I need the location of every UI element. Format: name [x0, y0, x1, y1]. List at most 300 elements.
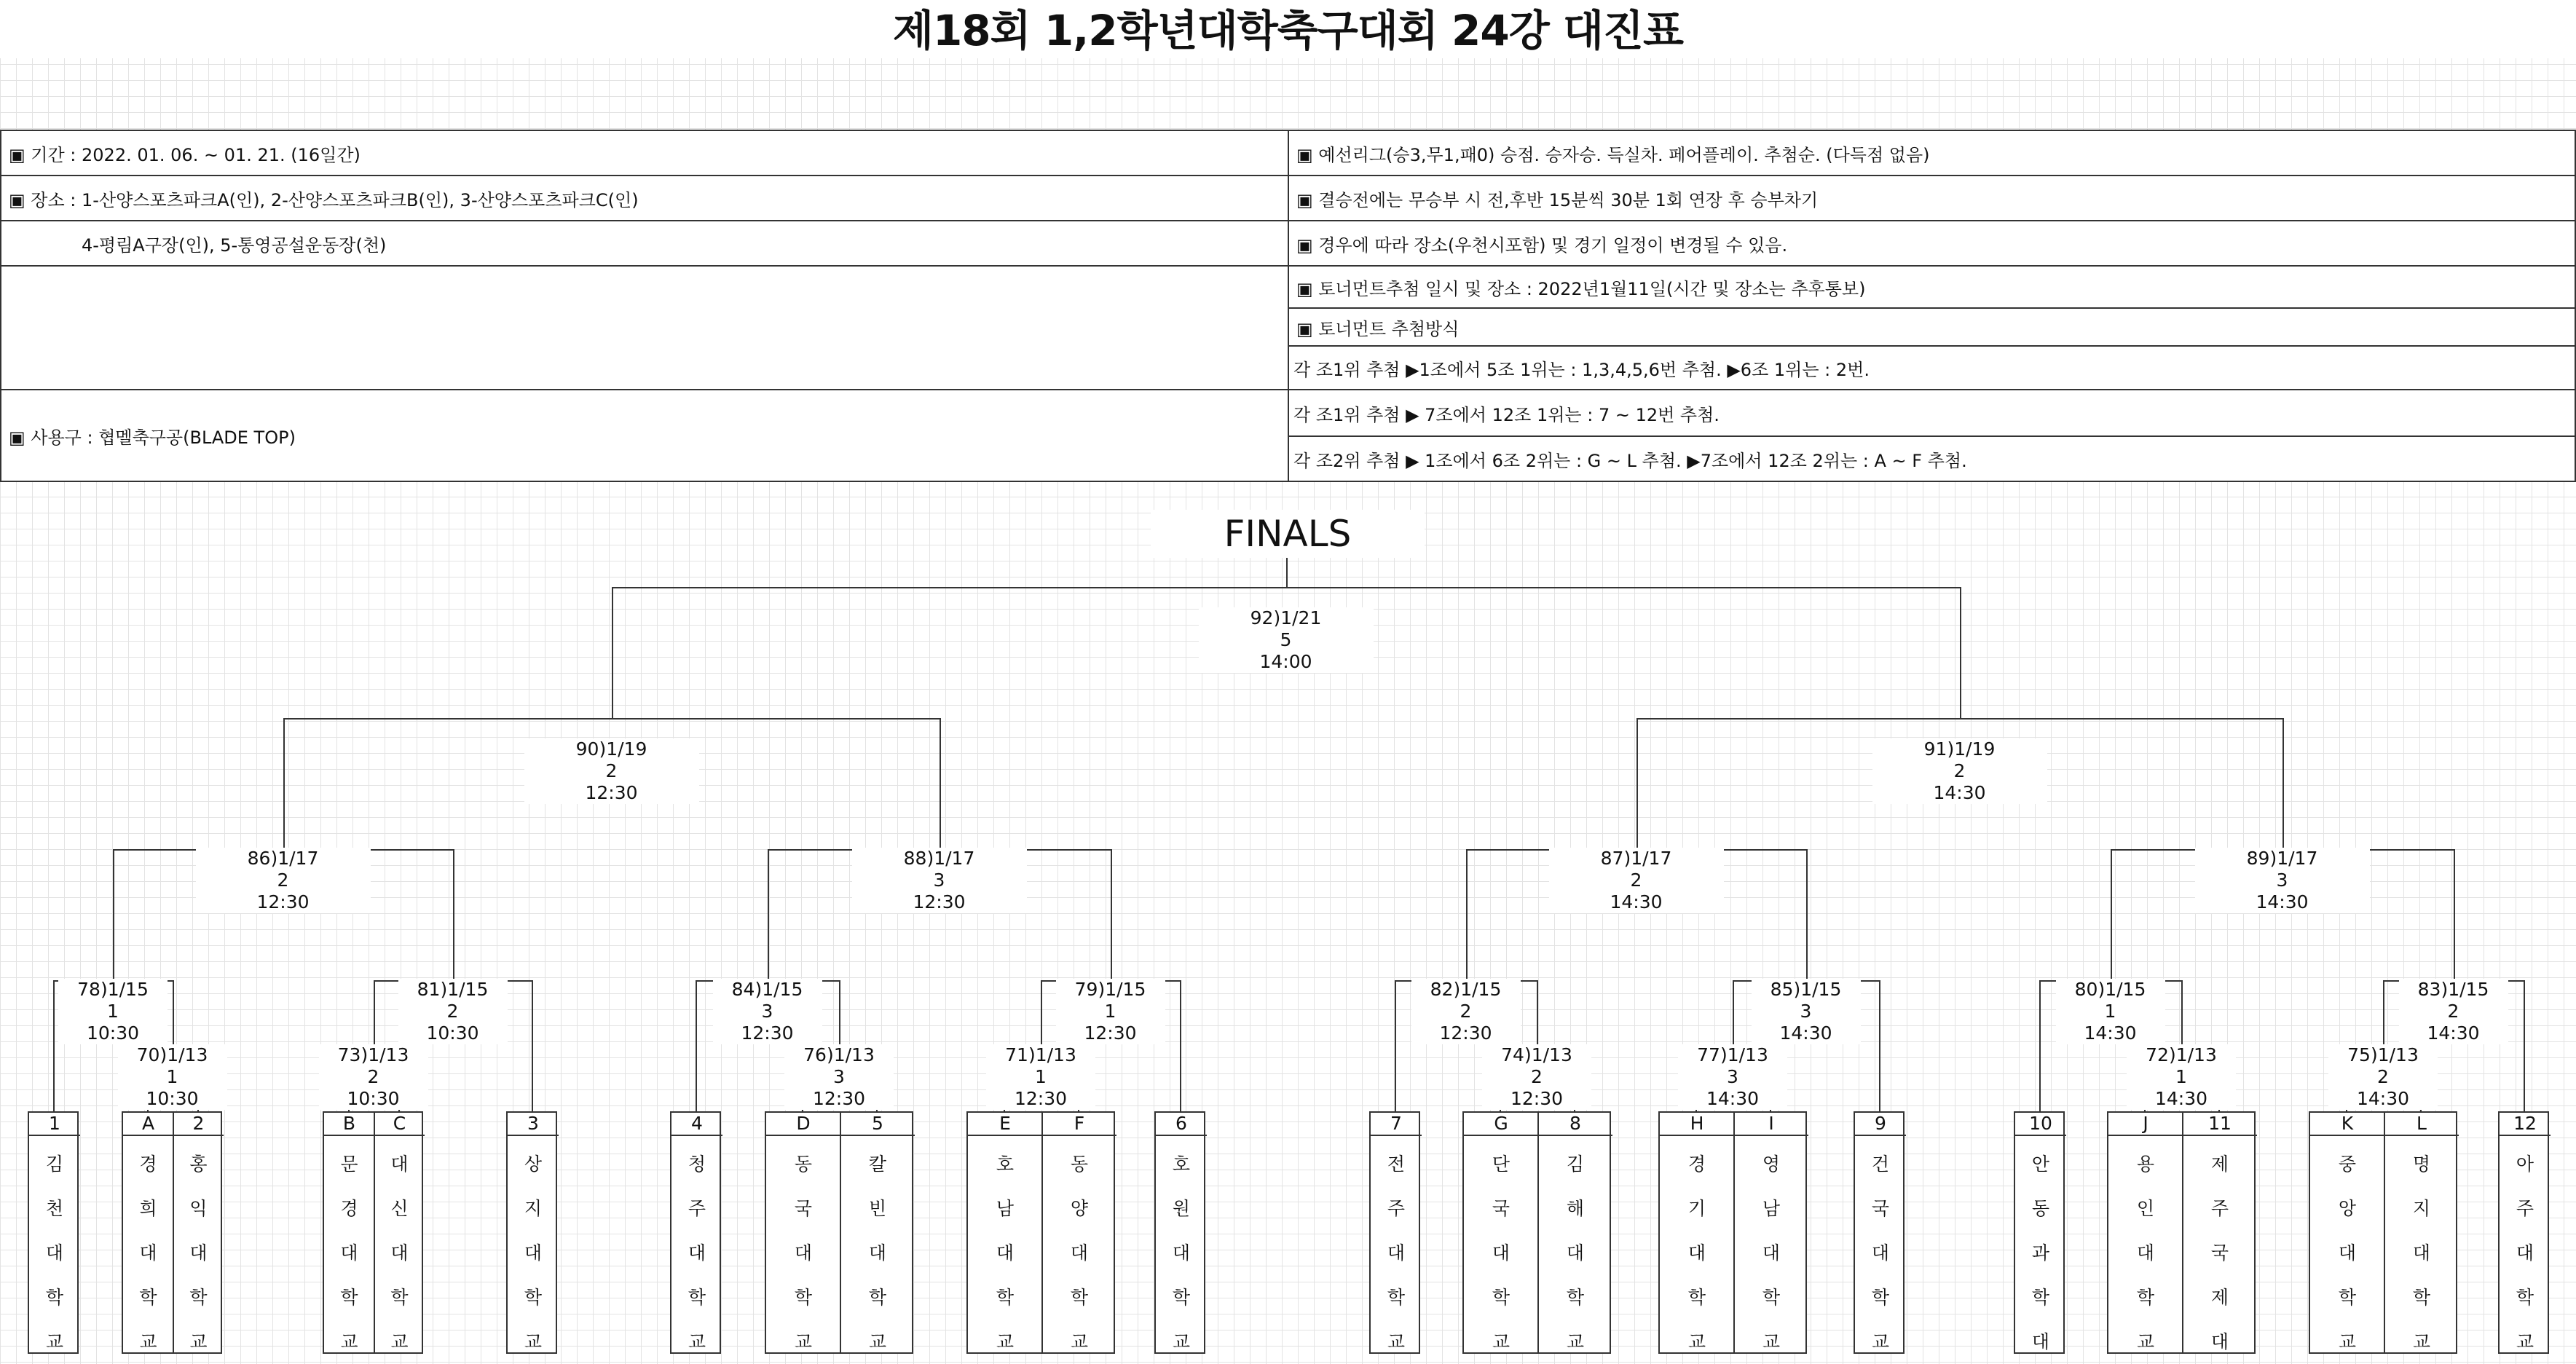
match-82 [1411, 979, 1521, 1044]
team-name-char: 주 [2210, 1198, 2229, 1219]
team-seed: 9 [1855, 1113, 1906, 1136]
match-time: 14:30 [1779, 1022, 1832, 1044]
match-time: 10:30 [86, 1022, 140, 1044]
match-venue: 1 [107, 1001, 119, 1022]
team-name-char: 남 [996, 1198, 1015, 1219]
team-name-char: 교 [1070, 1331, 1089, 1352]
bracket-line [2383, 980, 2384, 1046]
team-column [29, 1113, 80, 1364]
bracket-line [839, 980, 840, 1046]
team-name-char: 천 [45, 1198, 64, 1219]
match-72 [2127, 1044, 2236, 1110]
match-venue: 3 [833, 1066, 845, 1087]
match-venue: 2 [2377, 1066, 2389, 1087]
team-seed: E [968, 1113, 1042, 1136]
info-venue-line2: 4-평림A구장(인), 5-통영공설운동장(천) [0, 221, 1289, 267]
team-name [508, 1136, 559, 1364]
team-name-char: 대 [45, 1242, 64, 1264]
team-name-char: 주 [1387, 1198, 1406, 1219]
team-name-char: 대 [524, 1242, 543, 1264]
team-name-char: 학 [340, 1287, 358, 1308]
team-name-char: 과 [2031, 1242, 2050, 1264]
team-name-char: 대 [1687, 1242, 1706, 1264]
match-time: 14:30 [1610, 891, 1663, 912]
team-name-char: 대 [1387, 1242, 1406, 1264]
match-70 [118, 1044, 227, 1110]
team-name-char: 문 [340, 1154, 358, 1175]
team-name [1371, 1136, 1422, 1364]
team-name [1538, 1136, 1612, 1364]
team-name-char: 대 [1070, 1242, 1089, 1264]
team-box [765, 1111, 913, 1354]
team-name-char: 학 [1492, 1287, 1510, 1308]
match-time: 14:30 [1706, 1088, 1760, 1109]
team-column [1156, 1113, 1207, 1364]
match-time: 14:30 [2356, 1088, 2410, 1109]
team-name-char: 교 [996, 1331, 1015, 1352]
team-name-char: 교 [868, 1331, 887, 1352]
match-id: 78)1/15 [77, 979, 149, 1000]
team-name-char: 학 [996, 1287, 1015, 1308]
bracket-line [2039, 980, 2041, 1111]
match-venue: 2 [1630, 870, 1642, 891]
match-venue: 2 [277, 870, 289, 891]
team-box [28, 1111, 79, 1354]
team-name [1156, 1136, 1207, 1364]
team-seed: 10 [2015, 1113, 2066, 1136]
team-box [1854, 1111, 1905, 1354]
team-divider [2384, 1113, 2385, 1352]
team-name [968, 1136, 1042, 1364]
team-name-char: 지 [524, 1198, 543, 1219]
bracket-line [1733, 980, 1734, 1046]
team-name-char: 주 [688, 1198, 706, 1219]
team-column [2500, 1113, 2551, 1364]
team-column [374, 1113, 425, 1364]
team-name-char: 청 [688, 1154, 706, 1175]
team-name-char: 학 [45, 1287, 64, 1308]
match-88 [852, 848, 1027, 913]
team-name-char: 아 [2516, 1154, 2534, 1175]
bracket-line [374, 980, 375, 1046]
match-id: 76)1/13 [803, 1044, 875, 1065]
team-seed: 1 [29, 1113, 80, 1136]
team-seed: G [1464, 1113, 1538, 1136]
bracket-line [612, 587, 1961, 588]
bracket-line [1879, 980, 1880, 1111]
team-name-char: 교 [1687, 1331, 1706, 1352]
team-name-char: 대 [1172, 1242, 1191, 1264]
bracket-line [940, 718, 941, 849]
bracket-line [1636, 718, 2284, 720]
team-name-char: 중 [2338, 1154, 2357, 1175]
bracket-line [1180, 980, 1181, 1111]
team-name-char: 대 [1492, 1242, 1510, 1264]
team-seed: J [2108, 1113, 2183, 1136]
info-draw-rule-2: 각 조1위 추첨 ▶ 7조에서 12조 1위는 : 7 ~ 12번 추첨. [1288, 390, 2576, 437]
match-time: 14:00 [1259, 651, 1312, 672]
team-name [840, 1136, 915, 1364]
team-name-char: 학 [2412, 1287, 2431, 1308]
match-id: 80)1/15 [2074, 979, 2146, 1000]
match-id: 84)1/15 [731, 979, 803, 1000]
team-seed: 8 [1538, 1113, 1612, 1136]
bracket-line [2454, 849, 2455, 980]
team-name-char: 국 [794, 1198, 813, 1219]
team-name-char: 동 [1070, 1154, 1089, 1175]
bracket-line [1111, 849, 1112, 980]
match-venue: 3 [933, 870, 945, 891]
match-venue: 1 [1104, 1001, 1116, 1022]
team-name-char: 홍 [189, 1154, 208, 1175]
match-venue: 1 [1035, 1066, 1047, 1087]
team-box [1462, 1111, 1611, 1354]
match-92 [1199, 607, 1374, 673]
match-80 [2056, 979, 2165, 1044]
team-name-char: 교 [390, 1331, 409, 1352]
team-seed: 5 [840, 1113, 915, 1136]
team-name-char: 교 [2516, 1331, 2534, 1352]
team-column [1464, 1113, 1538, 1364]
info-draw-method: ▣ 토너먼트 추첨방식 [1288, 309, 2576, 347]
team-divider [1537, 1113, 1539, 1352]
team-name-char: 희 [139, 1198, 157, 1219]
team-name-char: 대 [1871, 1242, 1890, 1264]
team-box [2014, 1111, 2065, 1354]
match-83 [2399, 979, 2508, 1044]
match-id: 88)1/17 [903, 848, 975, 869]
team-column [2183, 1113, 2257, 1364]
team-name [324, 1136, 374, 1364]
team-name-char: 국 [2210, 1242, 2229, 1264]
team-column [2310, 1113, 2384, 1364]
team-name-char: 영 [1762, 1154, 1781, 1175]
match-time: 12:30 [256, 891, 310, 912]
match-id: 75)1/13 [2347, 1044, 2419, 1065]
team-seed: D [766, 1113, 840, 1136]
team-name-char: 경 [1687, 1154, 1706, 1175]
team-name-char: 단 [1492, 1154, 1510, 1175]
bracket-line [1806, 849, 1808, 980]
info-ball: ▣ 사용구 : 협멜축구공(BLADE TOP) [0, 390, 1289, 482]
team-name [123, 1136, 173, 1364]
bracket-line [113, 849, 114, 980]
match-id: 72)1/13 [2146, 1044, 2217, 1065]
info-rule-change: ▣ 경우에 따라 장소(우천시포함) 및 경기 일정이 변경될 수 있음. [1288, 221, 2576, 267]
team-name-char: 대 [2516, 1242, 2534, 1264]
match-id: 91)1/19 [1923, 738, 1996, 760]
team-seed: 11 [2183, 1113, 2257, 1136]
match-87 [1549, 848, 1724, 913]
team-name-char: 대 [794, 1242, 813, 1264]
match-time: 12:30 [913, 891, 966, 912]
team-seed: H [1660, 1113, 1734, 1136]
team-name-char: 대 [996, 1242, 1015, 1264]
team-name-char: 교 [340, 1331, 358, 1352]
bracket-line [283, 718, 285, 849]
team-name-char: 앙 [2338, 1198, 2357, 1219]
team-name-char: 명 [2412, 1154, 2431, 1175]
bracket-line [1537, 980, 1538, 1046]
match-id: 87)1/17 [1600, 848, 1672, 869]
team-name-char: 교 [139, 1331, 157, 1352]
team-box [966, 1111, 1115, 1354]
bracket-line [2111, 849, 2112, 980]
team-name-char: 주 [2516, 1198, 2534, 1219]
team-name [1464, 1136, 1538, 1364]
team-divider [173, 1113, 174, 1352]
team-name-char: 대 [340, 1242, 358, 1264]
team-name-char: 학 [1687, 1287, 1706, 1308]
team-name-char: 대 [390, 1154, 409, 1175]
team-column [2015, 1113, 2066, 1364]
match-venue: 3 [2276, 870, 2288, 891]
team-box [1658, 1111, 1807, 1354]
match-85 [1752, 979, 1861, 1044]
team-box [2309, 1111, 2457, 1354]
match-89 [2195, 848, 2370, 913]
team-box [122, 1111, 222, 1354]
team-name-char: 대 [868, 1242, 887, 1264]
team-name-char: 경 [340, 1198, 358, 1219]
team-name-char: 제 [2210, 1287, 2229, 1308]
match-id: 92)1/21 [1250, 607, 1322, 628]
team-name-char: 대 [2210, 1331, 2229, 1352]
match-id: 82)1/15 [1430, 979, 1502, 1000]
team-name-char: 양 [1070, 1198, 1089, 1219]
team-name-char: 대 [189, 1242, 208, 1264]
team-name [1042, 1136, 1116, 1364]
match-id: 86)1/17 [247, 848, 319, 869]
team-name-char: 용 [2136, 1154, 2155, 1175]
match-venue: 3 [1800, 1001, 1812, 1022]
team-seed: 6 [1156, 1113, 1207, 1136]
team-name [374, 1136, 425, 1364]
match-id: 70)1/13 [136, 1044, 208, 1065]
match-71 [986, 1044, 1095, 1110]
match-time: 12:30 [741, 1022, 794, 1044]
team-column [173, 1113, 224, 1364]
team-name-char: 대 [390, 1242, 409, 1264]
match-id: 81)1/15 [417, 979, 489, 1000]
team-name-char: 대 [2412, 1242, 2431, 1264]
team-box [1154, 1111, 1205, 1354]
match-81 [398, 979, 508, 1044]
team-name-char: 학 [189, 1287, 208, 1308]
match-time: 12:30 [812, 1088, 866, 1109]
team-box [2107, 1111, 2256, 1354]
team-name-char: 교 [2136, 1331, 2155, 1352]
team-name-char: 빈 [868, 1198, 887, 1219]
match-id: 71)1/13 [1005, 1044, 1076, 1065]
team-name-char: 원 [1172, 1198, 1191, 1219]
team-name-char: 교 [1762, 1331, 1781, 1352]
team-name-char: 기 [1687, 1198, 1706, 1219]
team-seed: 4 [671, 1113, 722, 1136]
match-76 [784, 1044, 894, 1110]
match-time: 14:30 [2154, 1088, 2208, 1109]
team-column [671, 1113, 722, 1364]
team-name-char: 교 [1387, 1331, 1406, 1352]
match-time: 10:30 [146, 1088, 199, 1109]
match-75 [2328, 1044, 2438, 1110]
match-time: 12:30 [1439, 1022, 1492, 1044]
team-name-char: 교 [1492, 1331, 1510, 1352]
team-column [840, 1113, 915, 1364]
match-77 [1678, 1044, 1787, 1110]
team-name-char: 제 [2210, 1154, 2229, 1175]
team-name-char: 학 [2136, 1287, 2155, 1308]
match-73 [319, 1044, 428, 1110]
match-time: 12:30 [1510, 1088, 1564, 1109]
info-table [0, 130, 2576, 482]
info-period: ▣ 기간 : 2022. 01. 06. ~ 01. 21. (16일간) [0, 130, 1289, 176]
team-seed: C [374, 1113, 425, 1136]
team-name [29, 1136, 80, 1364]
match-id: 90)1/19 [575, 738, 647, 760]
team-name [2384, 1136, 2459, 1364]
team-column [324, 1113, 374, 1364]
team-name [671, 1136, 722, 1364]
team-name-char: 호 [1172, 1154, 1191, 1175]
team-name [766, 1136, 840, 1364]
team-name-char: 김 [1566, 1154, 1585, 1175]
team-name-char: 대 [2338, 1242, 2357, 1264]
team-name [2310, 1136, 2384, 1364]
match-time: 10:30 [347, 1088, 400, 1109]
team-name-char: 대 [1566, 1242, 1585, 1264]
team-divider [840, 1113, 841, 1352]
team-divider [1733, 1113, 1735, 1352]
team-name-char: 학 [1070, 1287, 1089, 1308]
match-time: 12:30 [585, 782, 638, 803]
bracket-line [453, 849, 454, 980]
team-name-char: 교 [688, 1331, 706, 1352]
team-seed: 7 [1371, 1113, 1422, 1136]
info-empty [0, 267, 1289, 390]
team-column [1660, 1113, 1734, 1364]
team-column [508, 1113, 559, 1364]
team-name-char: 국 [1871, 1198, 1890, 1219]
match-84 [713, 979, 822, 1044]
team-name-char: 교 [1172, 1331, 1191, 1352]
finals-label: FINALS [1151, 510, 1425, 558]
bracket-line [612, 587, 613, 718]
team-name-char: 익 [189, 1198, 208, 1219]
match-91 [1872, 738, 2047, 804]
team-box [506, 1111, 557, 1354]
team-name [2183, 1136, 2257, 1364]
team-name [173, 1136, 224, 1364]
team-name-char: 동 [794, 1154, 813, 1175]
bracket-line [696, 980, 697, 1111]
team-name-char: 학 [1172, 1287, 1191, 1308]
team-name-char: 교 [45, 1331, 64, 1352]
team-name [2108, 1136, 2183, 1364]
team-name-char: 학 [390, 1287, 409, 1308]
team-name-char: 교 [2412, 1331, 2431, 1352]
match-time: 14:30 [2256, 891, 2309, 912]
team-seed: F [1042, 1113, 1116, 1136]
match-id: 83)1/15 [2417, 979, 2489, 1000]
match-venue: 2 [2447, 1001, 2459, 1022]
match-venue: 2 [605, 760, 618, 781]
team-seed: 3 [508, 1113, 559, 1136]
team-divider [2182, 1113, 2183, 1352]
match-time: 14:30 [1933, 782, 1986, 803]
team-column [2384, 1113, 2459, 1364]
team-name [1734, 1136, 1808, 1364]
team-name-char: 지 [2412, 1198, 2431, 1219]
team-box [2498, 1111, 2549, 1354]
team-seed: 12 [2500, 1113, 2551, 1136]
team-seed: L [2384, 1113, 2459, 1136]
team-name-char: 교 [1566, 1331, 1585, 1352]
bracket-line [283, 718, 941, 720]
team-name-char: 대 [2031, 1331, 2050, 1352]
team-name-char: 대 [1762, 1242, 1781, 1264]
match-time: 14:30 [2427, 1022, 2480, 1044]
match-venue: 2 [1953, 760, 1966, 781]
team-box [323, 1111, 423, 1354]
team-name-char: 상 [524, 1154, 543, 1175]
team-name-char: 학 [1566, 1287, 1585, 1308]
team-name-char: 교 [794, 1331, 813, 1352]
team-name-char: 학 [1871, 1287, 1890, 1308]
match-time: 14:30 [2084, 1022, 2137, 1044]
team-name-char: 대 [2136, 1242, 2155, 1264]
team-name-char: 교 [524, 1331, 543, 1352]
team-name-char: 학 [868, 1287, 887, 1308]
team-name-char: 경 [139, 1154, 157, 1175]
team-name-char: 교 [1871, 1331, 1890, 1352]
team-name-char: 김 [45, 1154, 64, 1175]
info-draw-date: ▣ 토너먼트추첨 일시 및 장소 : 2022년1월11일(시간 및 장소는 추후통보) [1288, 267, 2576, 309]
match-venue: 1 [166, 1066, 178, 1087]
team-seed: 2 [173, 1113, 224, 1136]
team-name-char: 해 [1566, 1198, 1585, 1219]
team-name-char: 학 [139, 1287, 157, 1308]
team-name-char: 학 [1762, 1287, 1781, 1308]
team-column [2108, 1113, 2183, 1364]
team-name-char: 인 [2136, 1198, 2155, 1219]
team-name-char: 남 [1762, 1198, 1781, 1219]
team-name-char: 학 [2031, 1287, 2050, 1308]
match-venue: 2 [1531, 1066, 1543, 1087]
team-name-char: 교 [189, 1331, 208, 1352]
team-name [2015, 1136, 2066, 1364]
bracket-line [2524, 980, 2525, 1111]
info-venue-line1: ▣ 장소 : 1-산양스포츠파크A(인), 2-산양스포츠파크B(인), 3-산양스포츠파크C(인) [0, 176, 1289, 221]
team-name-char: 동 [2031, 1198, 2050, 1219]
match-venue: 2 [367, 1066, 379, 1087]
match-id: 77)1/13 [1697, 1044, 1768, 1065]
bracket-line [2181, 980, 2183, 1046]
team-seed: I [1734, 1113, 1808, 1136]
team-name-char: 칼 [868, 1154, 887, 1175]
team-name-char: 신 [390, 1198, 409, 1219]
team-name [2500, 1136, 2551, 1364]
team-divider [1041, 1113, 1043, 1352]
match-time: 12:30 [1084, 1022, 1137, 1044]
team-name-char: 호 [996, 1154, 1015, 1175]
team-box [1369, 1111, 1420, 1354]
match-id: 79)1/15 [1074, 979, 1146, 1000]
bracket-line [2282, 718, 2284, 849]
team-name-char: 학 [2338, 1287, 2357, 1308]
match-venue: 5 [1280, 629, 1292, 650]
bracket-line [1636, 718, 1638, 849]
